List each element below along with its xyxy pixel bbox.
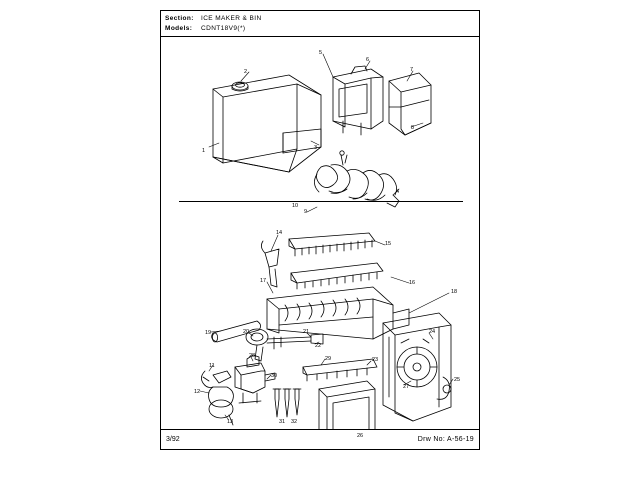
callout-21: 21 [303,329,310,335]
callout-15: 15 [385,241,392,247]
section-value: ICE MAKER & BIN [201,15,262,22]
callout-7: 7 [410,67,414,73]
auger-motor-housing [333,66,383,135]
mounting-screws [273,389,301,417]
callout-31: 31 [279,419,286,425]
exploded-view-illustration [161,37,479,439]
callout-2: 2 [244,69,248,75]
bail-shutoff-arm [303,359,377,381]
ice-maker-mold-body [267,287,409,339]
ice-bin-part [213,75,321,172]
callout-4: 4 [396,189,400,195]
sheet-footer [161,429,479,449]
callout-8: 8 [411,125,415,131]
callout-22: 22 [315,343,322,349]
callout-17: 17 [260,278,267,284]
callout-1: 1 [202,148,206,154]
callout-23: 23 [372,357,379,363]
drawing-number-value: A-56-19 [446,436,474,443]
water-inlet-valve [235,355,278,403]
callout-26: 26 [357,433,364,439]
callout-32: 32 [291,419,298,425]
parts-diagram-svg [161,37,479,429]
air-duct-shroud [389,73,431,135]
drawing-number [418,436,474,443]
callout-20: 20 [243,329,250,335]
sheet-header [161,11,479,37]
auger-spring-coil [314,151,399,207]
callout-9: 9 [304,209,308,215]
callout-30: 30 [271,373,278,379]
models-value: CDNT18V9(*) [201,25,246,32]
wire-harness-switch [201,371,233,425]
callout-24: 24 [429,329,436,335]
callout-25: 25 [454,377,461,383]
models-label: Models: [165,25,193,32]
callout-11: 11 [209,363,215,369]
callout-28: 28 [249,353,256,359]
callout-5: 5 [319,50,323,56]
section-label: Section: [165,15,194,22]
callout-13: 13 [227,419,234,425]
ice-stripper-comb [291,263,383,289]
callout-3: 3 [314,145,318,151]
section-row [165,15,262,22]
ice-rake-comb [289,233,375,256]
models-row [165,25,246,32]
revision-date: 3/92 [166,436,180,443]
page-frame [160,10,480,450]
callout-19: 19 [205,330,212,336]
access-cover-panel [319,381,375,429]
callout-16: 16 [409,280,416,286]
callout-29: 29 [325,356,332,362]
callout-14: 14 [276,230,283,236]
callout-6: 6 [366,57,370,63]
callout-10: 10 [292,203,299,209]
callout-18: 18 [451,289,458,295]
section-divider [179,201,463,202]
callout-27: 27 [403,384,410,390]
drawing-number-label: Drw No: [417,436,446,443]
callout-12: 12 [194,389,201,395]
